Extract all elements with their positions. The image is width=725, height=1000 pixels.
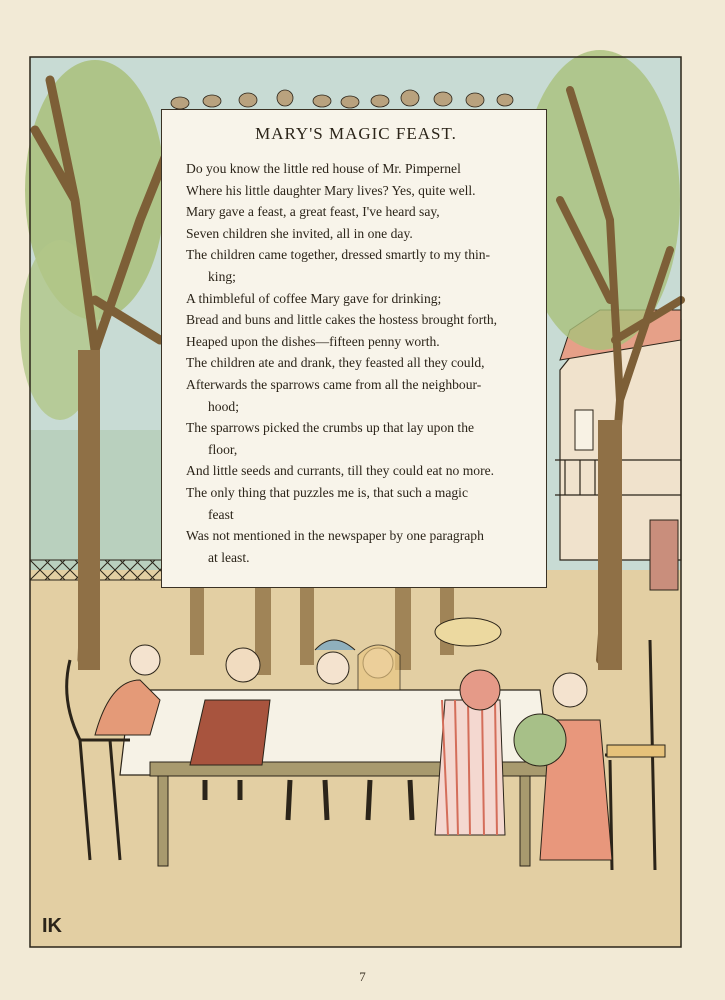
artist-monogram: IK [42, 915, 62, 937]
poem-panel [161, 109, 547, 588]
poem-line: The sparrows picked the crumbs up that lay upon the [186, 420, 475, 436]
poem-body [186, 158, 536, 568]
poem-line: And little seeds and currants, till they could eat no more. [186, 463, 495, 479]
poem-line: The only thing that puzzles me is, that such a magic [186, 484, 468, 500]
poem-line: Where his little daughter Mary lives? Yes, quite well. [186, 182, 476, 198]
poem-line: king; [208, 268, 236, 284]
poem-line: The children ate and drank, they feasted all they could, [186, 355, 485, 371]
child-yellow-hood [358, 645, 400, 690]
poem-line: Do you know the little red house of Mr. Pimpernel [186, 161, 461, 176]
poem-line: Heaped upon the dishes—fifteen penny worth. [186, 333, 440, 349]
poem-line: Afterwards the sparrows came from all the neighbour- [186, 376, 482, 392]
poem-line: The children came together, dressed smartly to my thin- [186, 247, 491, 263]
poem-line: at least. [208, 549, 250, 565]
poem-line: Bread and buns and little cakes the hostess brought forth, [186, 312, 498, 328]
poem-line: hood; [208, 398, 239, 414]
poem-title: MARY'S MAGIC FEAST. [255, 124, 457, 143]
poem-line: Mary gave a feast, a great feast, I've heard say, [186, 204, 440, 220]
poem-line: Seven children she invited, all in one day. [186, 225, 413, 241]
page-number: 7 [359, 969, 366, 984]
poem-line: A thimbleful of coffee Mary gave for drinking; [186, 290, 442, 306]
poem-line: floor, [208, 441, 238, 457]
poem-line: Was not mentioned in the newspaper by one paragraph [186, 528, 484, 544]
poem-line: feast [208, 506, 234, 522]
